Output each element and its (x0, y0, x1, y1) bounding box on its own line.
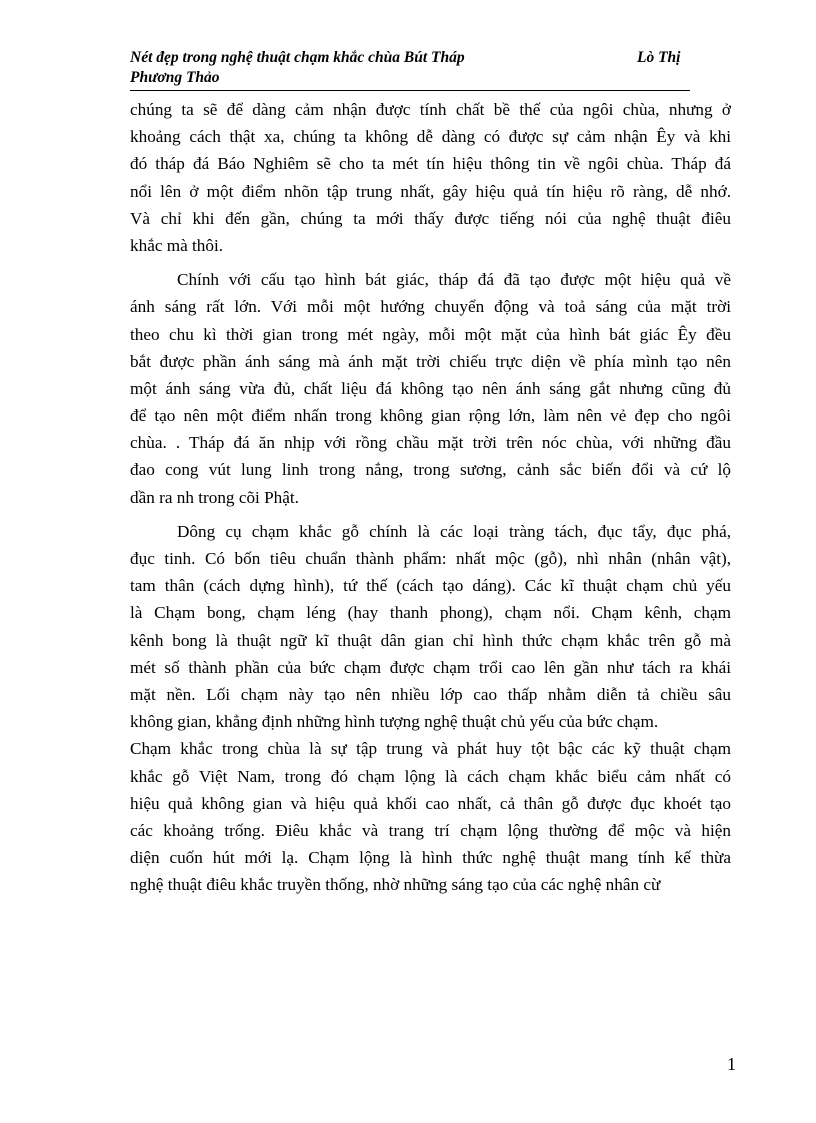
text-line: khoảng cách thật xa, chúng ta không dễ dàng có được sự cảm nhận Êy và khi (130, 127, 731, 147)
text-line: để tạo nên một điểm nhấn trong không gian rộng lớn, làm nên vẻ đẹp cho ngôi (130, 406, 731, 426)
text-line: khắc mà thôi. (130, 235, 224, 255)
text-line: khắc gỗ Việt Nam, trong đó chạm lộng là cách chạm khắc biểu cảm nhất có (130, 766, 731, 786)
text-line: đao cong vút lung linh trong nắng, trong sương, cảnh sắc biến đổi và cứ lộ (130, 460, 731, 480)
text-line: là Chạm bong, chạm léng (hay thanh phong), chạm nổi. Chạm kênh, chạm (130, 603, 731, 623)
page-number: 1 (727, 1054, 736, 1074)
text-line: kênh bong là thuật ngữ kĩ thuật dân gian chỉ hình thức chạm khắc trên gỗ mà (130, 630, 731, 650)
header-author-first: Lò Thị (637, 49, 681, 66)
text-line: mét số thành phần của bức chạm được chạm trổi cao lên gần như tách ra khái (130, 657, 731, 677)
text-line: Chính với cấu tạo hình bát giác, tháp đá đã tạo được một hiệu quả về (177, 270, 731, 290)
text-line: Dông cụ chạm khắc gỗ chính là các loại tràng tách, đục tẩy, đục phá, (177, 521, 731, 541)
text-line: bắt được phần ánh sáng mà ánh mặt trời chiếu trực diện về phía mình tạo nên (130, 351, 731, 371)
text-line: các khoảng trống. Điêu khắc và trang trí chạm lộng thường để mộc và hiện (130, 820, 731, 840)
text-line: chúng ta sẽ để dàng cảm nhận được tính chất bề thế của ngôi chùa, nhưng ở (130, 100, 731, 119)
text-line: theo chu kì thời gian trong mét ngày, mỗi một mặt của hình bát giác Êy đều (130, 324, 731, 344)
text-line: diện cuốn hút mới lạ. Chạm lộng là hình thức nghệ thuật mang tính kế thừa (130, 848, 731, 868)
text-line: nghệ thuật điêu khắc truyền thống, nhờ những sáng tạo của các nghệ nhân cừ (130, 875, 661, 895)
text-line: hiệu quả không gian và hiệu quả khối cao nhất, cả thân gỗ được đục khoét tạo (130, 793, 731, 813)
text-line: nổi lên ở một điểm nhõn tập trung nhất, gây hiệu quả tín hiệu rõ ràng, dễ nhớ. (130, 181, 731, 201)
text-line: không gian, khẳng định những hình tượng nghệ thuật chủ yếu của bức chạm. (130, 712, 659, 732)
text-line: một ánh sáng vừa đủ, chất liệu đá không tạo nên ánh sáng gắt nhưng cũng đủ (130, 378, 731, 398)
header-author-last: Phương Thảo (130, 69, 220, 86)
text-line: Và chỉ khi đến gần, chúng ta mới thấy được tiếng nói của nghệ thuật điêu (130, 208, 731, 228)
text-line: đó tháp đá Báo Nghiêm sẽ cho ta mét tín hiệu thông tin về ngôi chùa. Tháp đá (130, 154, 731, 174)
text-line: mặt nền. Lối chạm này tạo nên nhiều lớp cao thấp nhằm diễn tả chiều sâu (130, 684, 731, 704)
text-line: Chạm khắc trong chùa là sự tập trung và phát huy tột bậc các kỹ thuật chạm (130, 739, 731, 759)
header-title: Nét đẹp trong nghệ thuật chạm khắc chùa Bút Tháp (130, 49, 465, 66)
body-text (130, 96, 731, 898)
text-line: tam thân (cách dựng hình), tứ thế (cách tạo dáng). Các kĩ thuật chạm chủ yếu (130, 576, 731, 596)
text-line: chùa. . Tháp đá ăn nhịp với rồng chầu mặt trời trên nóc chùa, với những đầu (130, 433, 731, 453)
page-header (130, 48, 690, 91)
text-line: đục tinh. Có bốn tiêu chuẩn thành phẩm: nhất mộc (gỗ), nhì nhân (nhân vật), (130, 549, 731, 568)
text-line: ánh sáng rất lớn. Với mỗi một hướng chuyển động và toả sáng của mặt trời (130, 297, 731, 317)
text-line: dần ra nh trong cõi Phật. (130, 487, 299, 507)
